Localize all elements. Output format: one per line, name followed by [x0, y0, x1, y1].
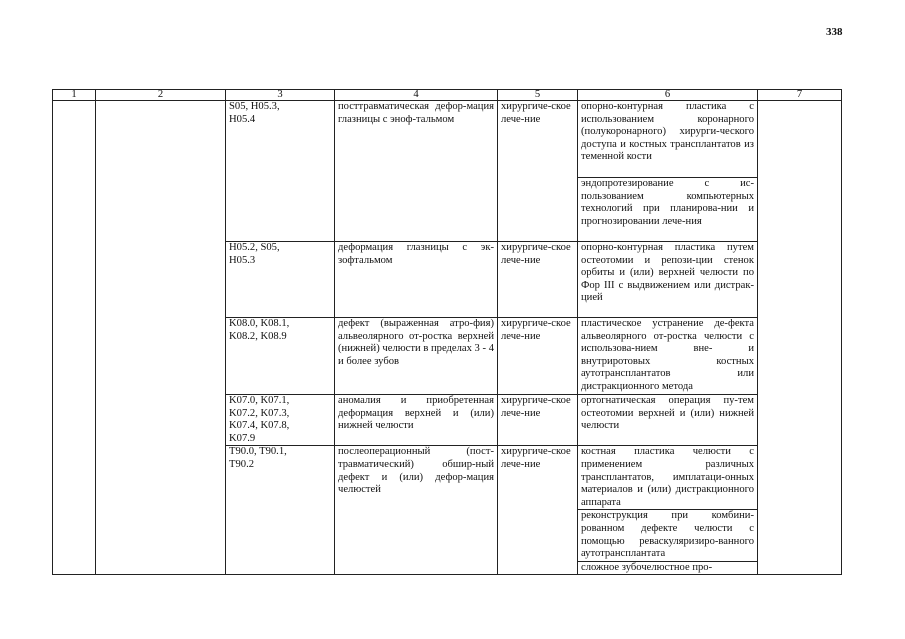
table-row: [53, 101, 842, 178]
header-cell-7: 7: [758, 90, 842, 101]
condition-cell: посттравматическая дефор-мация глазницы с эноф-тальмом: [335, 101, 498, 242]
method-cell: пластическое устранение де-фекта альвеолярного от-ростка челюсти с использова-нием вне- и внутриротовых костных аутотрансплантатов или дистракционного метода: [578, 318, 758, 395]
treatment-cell: хирургиче-ское лече-ние: [498, 242, 578, 318]
treatment-cell: хирургиче-ское лече-ние: [498, 446, 578, 575]
treatment-cell: хирургиче-ское лече-ние: [498, 101, 578, 242]
condition-cell: деформация глазницы с эк-зофтальмом: [335, 242, 498, 318]
header-cell-4: 4: [335, 90, 498, 101]
method-cell: эндопротезирование с ис-пользованием компьютерных технологий при планирова-нии и прогнозировании лече-ния: [578, 178, 758, 242]
condition-cell: дефект (выраженная атро-фия) альвеолярного от-ростка верхней (нижней) челюсти в пределах 3 - 4 и более зубов: [335, 318, 498, 395]
method-cell: опорно-контурная пластика путем остеотомии и репози-ции стенок орбиты и (или) верхней челюсти по Фор III с выдвижением или дистрак-цией: [578, 242, 758, 318]
method-cell: костная пластика челюсти с применением различных трансплантатов, имплатаци-онных материалов и (или) дистракционного аппарата: [578, 446, 758, 510]
condition-cell: аномалия и приобретенная деформация верхней и (или) нижней челюсти: [335, 395, 498, 446]
method-cell: сложное зубочелюстное про-: [578, 561, 758, 575]
treatment-cell: хирургиче-ское лече-ние: [498, 395, 578, 446]
condition-cell: послеоперационный (пост-травматический) обшир-ный дефект и (или) дефор-мация челюстей: [335, 446, 498, 575]
column-7-cell: [758, 101, 842, 575]
codes-cell: S05, H05.3, H05.4: [226, 101, 335, 242]
codes-cell: K08.0, K08.1, K08.2, K08.9: [226, 318, 335, 395]
header-cell-1: 1: [53, 90, 96, 101]
header-cell-6: 6: [578, 90, 758, 101]
codes-cell: H05.2, S05, H05.3: [226, 242, 335, 318]
header-row: [53, 90, 842, 101]
header-cell-3: 3: [226, 90, 335, 101]
column-2-cell: [96, 101, 226, 575]
method-cell: реконструкция при комбини-рованном дефекте челюсти с помощью реваскуляризиро-ванного аутотрансплантата: [578, 510, 758, 561]
method-cell: опорно-контурная пластика с использованием коронарного (полукоронарного) хирурги-ческого доступа и костных трансплантатов из теменной кости: [578, 101, 758, 178]
header-cell-2: 2: [96, 90, 226, 101]
header-cell-5: 5: [498, 90, 578, 101]
method-cell: ортогнатическая операция пу-тем остеотомии верхней и (или) нижней челюсти: [578, 395, 758, 446]
column-1-cell: [53, 101, 96, 575]
medical-table: [52, 89, 842, 575]
page-number: 338: [826, 26, 843, 38]
treatment-cell: хирургиче-ское лече-ние: [498, 318, 578, 395]
codes-cell: K07.0, K07.1, K07.2, K07.3, K07.4, K07.8, K07.9: [226, 395, 335, 446]
codes-cell: T90.0, T90.1, T90.2: [226, 446, 335, 575]
